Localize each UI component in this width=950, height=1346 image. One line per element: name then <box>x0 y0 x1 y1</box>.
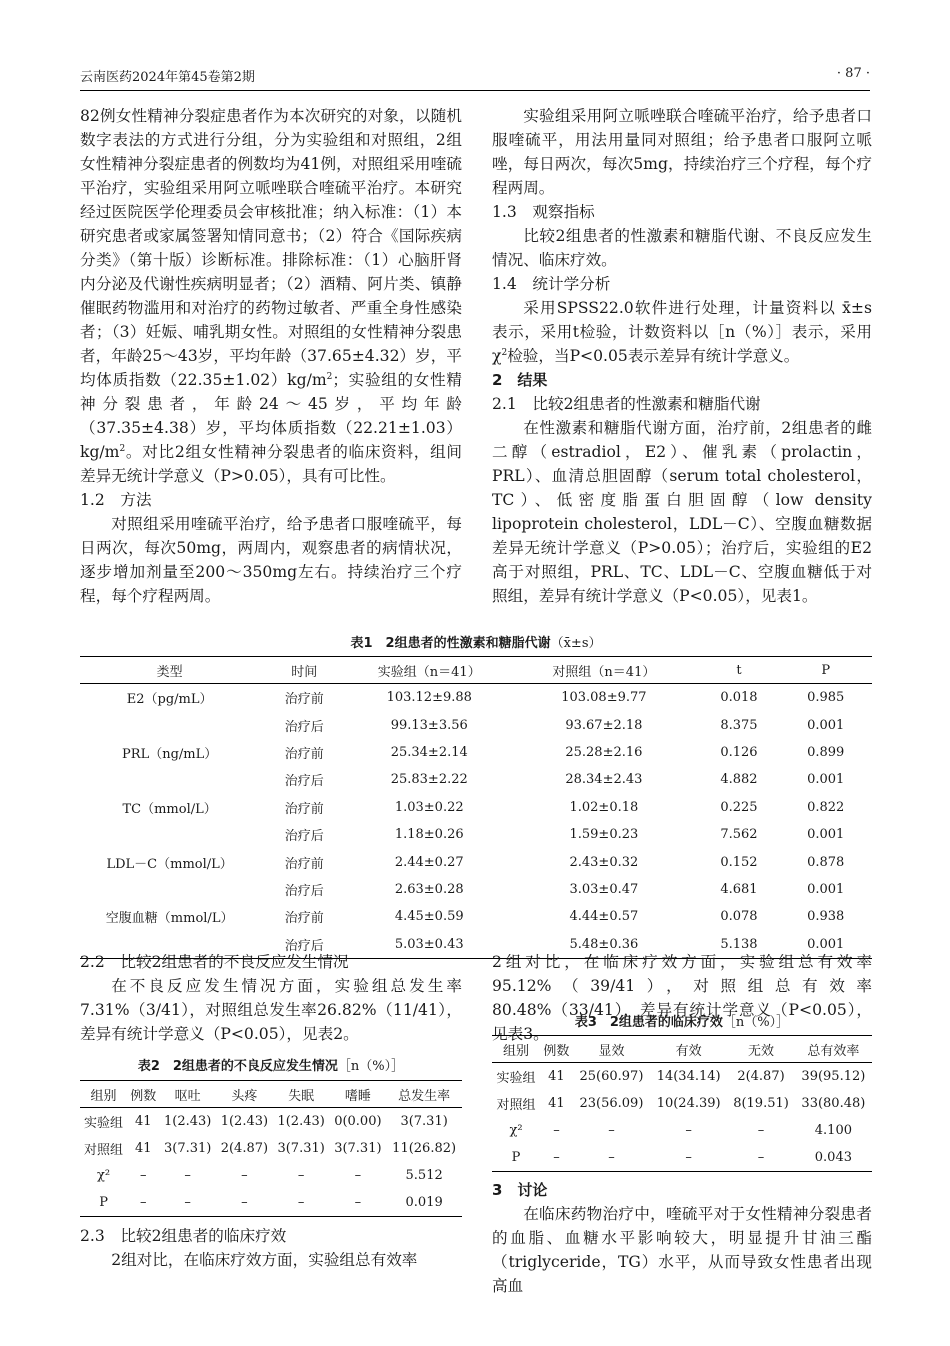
table2-cell: 1(2.43) <box>220 1114 269 1129</box>
section-1-4-heading: 1.4 统计学分析 <box>492 275 611 293</box>
table2-cell: 11(26.82) <box>392 1141 457 1156</box>
table2-row <box>80 1108 462 1136</box>
table1-cell: 2.63±0.28 <box>394 881 464 897</box>
table1-cell: 0.225 <box>720 799 758 815</box>
left-column-lower <box>80 950 462 1046</box>
table1-cell: 0.878 <box>807 854 845 870</box>
table2-header: 总发生率 <box>386 1081 462 1108</box>
table2-cell: – <box>127 1189 159 1217</box>
table3-cell: 14(34.14) <box>656 1069 721 1084</box>
table1-cell <box>80 711 259 738</box>
table3-row <box>492 1090 872 1117</box>
table1-cell <box>80 766 259 793</box>
table1-cell: 25.28±2.16 <box>565 744 643 760</box>
running-header <box>80 66 870 86</box>
table1-row <box>80 903 872 930</box>
table3-cell: – <box>757 1123 765 1138</box>
table3-cell: P <box>492 1144 540 1172</box>
table2-header: 失眠 <box>273 1081 330 1108</box>
table1-cell: 4.44±0.57 <box>569 909 639 925</box>
table1-row <box>80 711 872 738</box>
table3-cell: 10(24.39) <box>656 1096 721 1111</box>
table1-cell: 103.08±9.77 <box>561 690 647 706</box>
journal-title: 云南医药2024年第45卷第2期 <box>80 70 255 85</box>
table2-cell: – <box>139 1168 147 1183</box>
table1-cell: 0.152 <box>720 854 758 870</box>
table1-header: 类型 <box>80 657 259 684</box>
table2-cell: – <box>297 1168 305 1183</box>
table1-row <box>80 848 872 875</box>
right-column-lower <box>492 950 872 1046</box>
table1-cell: 0.822 <box>807 799 845 815</box>
table1-cell: 0.001 <box>807 717 845 733</box>
table1-cell: 25.83±2.22 <box>390 772 468 788</box>
table2-cell: P <box>80 1189 127 1217</box>
table1-header: P <box>779 657 872 684</box>
table3-cell: 实验组 <box>496 1071 536 1086</box>
table3-cell: 41 <box>548 1069 565 1084</box>
table3-cell: 2(4.87) <box>737 1069 785 1084</box>
section-2-heading: 2 结果 <box>492 371 548 389</box>
paragraph-efficacy-start: 2组对比，在临床疗效方面，实验组总有效率 <box>111 1251 418 1269</box>
table2-cell: – <box>273 1189 330 1217</box>
table1-cell: 0.938 <box>807 909 845 925</box>
table3-cell: – <box>727 1144 795 1172</box>
table2-cell: 3(7.31) <box>163 1141 212 1156</box>
table3-cell: 25(60.97) <box>579 1069 644 1084</box>
table1-cell: 0.018 <box>720 690 758 706</box>
table1-cell: 93.67±2.18 <box>565 717 643 733</box>
table1-row <box>80 876 872 903</box>
table3-cell: – <box>608 1123 615 1138</box>
section-1-3-heading: 1.3 观察指标 <box>492 203 595 221</box>
paragraph-subjects: 82例女性精神分裂症患者作为本次研究的对象，以随机数字表法的方式进行分组，分为实验组和对照组，2组女性精神分裂症患者的例数均为41例，对照组采用喹硫平治疗，实验组采用阿立哌唑联合喹硫平治疗。本研究经过医院医学伦理委员会审核批准；纳入标准：（1）本研究患者或家属签署知情同意书；（2）符合《国际疾病分类》（第十版）诊断标准。排除标准：（1）心脑肝肾内分泌及代谢性疾病明显者；（2）酒精、阿片类、镇静催眠药物滥用和对治疗的药物过敏者、严重全身性感染者；（3）妊娠、哺乳期女性。对照组的女性精神分裂患者，年龄25～43岁，平均年龄（37.65±4.32）岁，平均体质指数$(22.35\pm 1.02)kg/m^2$；实验组的女性精神分裂患者，年龄24～45岁，平均年龄（37.35±4.38）岁，平均体质指数$(22.21\pm 1.03)kg/m^2$。对比2组女性精神分裂患者的临床资料，组间差异无统计学意义（P>0.05），具有可比性。 <box>80 107 462 485</box>
discussion-section <box>492 1178 872 1298</box>
table2-cell: χ² <box>97 1168 111 1183</box>
table3-header: 显效 <box>573 1036 650 1063</box>
table1-cell: 0.985 <box>807 690 845 706</box>
table2-header-row <box>80 1081 462 1108</box>
page-number: · 87 · <box>836 66 870 81</box>
table1-cell: 99.13±3.56 <box>390 717 468 733</box>
table2-cell: 3(7.31) <box>334 1141 382 1156</box>
table2-cell: 1(2.43) <box>163 1114 212 1129</box>
table1-cell: 治疗后 <box>284 719 324 735</box>
table2-cell: 0.019 <box>386 1189 462 1217</box>
table3 <box>492 1035 872 1172</box>
section-3-heading: 3 讨论 <box>492 1181 548 1199</box>
table3-cell: 39(95.12) <box>801 1069 866 1084</box>
table1-cell: 1.02±0.18 <box>569 799 639 815</box>
table2-header: 呕吐 <box>159 1081 216 1108</box>
table1-cell: 0.001 <box>807 772 845 788</box>
table2-header: 嗜睡 <box>330 1081 387 1108</box>
table1-row <box>80 794 872 821</box>
table1-cell: LDL－C（mmol/L） <box>106 856 233 872</box>
table2-cell: – <box>241 1168 248 1183</box>
paragraph-experiment-method: 实验组采用阿立哌唑联合喹硫平治疗，给予患者口服喹硫平，用法用量同对照组；给予患者口服阿立哌唑，每日两次，每次5mg，持续治疗三个疗程，每个疗程两周。 <box>492 107 872 197</box>
table2-cell: 41 <box>134 1114 152 1129</box>
table2-caption: 表2 2组患者的不良反应发生情况［n（%）］ <box>137 1059 405 1074</box>
table1-cell: 5.03±0.43 <box>349 931 509 959</box>
table1-header: t <box>699 657 780 684</box>
table1-cell: 28.34±2.43 <box>565 772 643 788</box>
table2-cell: 41 <box>134 1141 152 1156</box>
table1 <box>80 656 872 959</box>
table3-header: 组别 <box>492 1036 540 1063</box>
table1-cell: 5.138 <box>699 931 780 959</box>
table2-cell: 2(4.87) <box>220 1141 269 1156</box>
left-column-bottom <box>80 1224 462 1248</box>
table1-cell: 4.681 <box>720 881 758 897</box>
section-2-1-heading: 2.1 比较2组患者的性激素和糖脂代谢 <box>492 395 761 413</box>
table2-row <box>80 1135 462 1162</box>
table1-cell: 治疗前 <box>284 911 324 927</box>
table1-cell: 治疗后 <box>284 774 324 790</box>
table3-cell: – <box>685 1123 692 1138</box>
table2-cell: – <box>216 1189 273 1217</box>
table1-cell: 治疗前 <box>284 801 324 817</box>
table1-cell: 1.18±0.26 <box>394 827 464 843</box>
table1-row <box>80 739 872 766</box>
table1-header-row <box>80 657 872 684</box>
table2-cell: – <box>159 1189 216 1217</box>
table2-cell: – <box>354 1168 362 1183</box>
table2-cell: 3(7.31) <box>277 1141 325 1156</box>
table1-cell: 8.375 <box>720 717 758 733</box>
table2-header: 组别 <box>80 1081 127 1108</box>
table1-cell: 治疗后 <box>259 931 349 959</box>
table1-cell: 0.001 <box>807 881 845 897</box>
table1-cell: 2.44±0.27 <box>394 854 464 870</box>
table1-cell: 103.12±9.88 <box>386 690 472 706</box>
table1-header: 时间 <box>259 657 349 684</box>
table2-row <box>80 1189 462 1217</box>
table3-cell: 4.100 <box>814 1123 852 1138</box>
table1-caption: 表1 2组患者的性激素和糖脂代谢（x̄±s） <box>350 636 602 651</box>
table1-header: 实验组（n＝41） <box>349 657 509 684</box>
table2-row <box>80 1162 462 1189</box>
table2-cell: 3(7.31) <box>400 1114 448 1129</box>
table1-cell: 治疗后 <box>284 829 324 845</box>
table2-cell: 1(2.43) <box>277 1114 325 1129</box>
table1-row <box>80 821 872 848</box>
table1-cell: 0.001 <box>807 827 845 843</box>
table3-header: 总有效率 <box>795 1036 872 1063</box>
table1-cell: 1.03±0.22 <box>394 799 464 815</box>
table3-row <box>492 1117 872 1144</box>
table1-cell: 空腹血糖（mmol/L） <box>105 911 234 927</box>
left-column-upper <box>80 104 462 608</box>
table2-header: 头疼 <box>216 1081 273 1108</box>
table1-cell: TC（mmol/L） <box>122 801 217 817</box>
table2-cell: 5.512 <box>405 1168 443 1183</box>
table2 <box>80 1080 462 1217</box>
table3-row <box>492 1063 872 1091</box>
table1-row <box>80 766 872 793</box>
section-2-3-heading: 2.3 比较2组患者的临床疗效 <box>80 1227 287 1245</box>
table2-header: 例数 <box>127 1081 159 1108</box>
table1-cell: 治疗前 <box>284 692 324 708</box>
table3-cell: 41 <box>548 1096 565 1111</box>
table3-cell: – <box>573 1144 650 1172</box>
table1-cell: 4.882 <box>720 772 758 788</box>
table1-cell: 7.562 <box>720 827 758 843</box>
table2-cell: 0(0.00) <box>334 1114 382 1129</box>
table3-row <box>492 1144 872 1172</box>
table3-cell: – <box>650 1144 727 1172</box>
table3-header: 无效 <box>727 1036 795 1063</box>
table1-cell: 3.03±0.47 <box>569 881 639 897</box>
paragraph-efficacy-part <box>80 1248 462 1272</box>
table2-cell: – <box>184 1168 191 1183</box>
table3-cell: 33(80.48) <box>801 1096 866 1111</box>
table1-cell: 0.899 <box>807 744 845 760</box>
table2-cell: 对照组 <box>84 1143 124 1158</box>
table1-cell: 2.43±0.32 <box>569 854 639 870</box>
table1-cell <box>80 821 259 848</box>
table1-cell: 治疗后 <box>284 883 324 899</box>
table3-cell: 0.043 <box>795 1144 872 1172</box>
table3-cell: – <box>540 1144 573 1172</box>
table2-cell: 实验组 <box>84 1116 124 1131</box>
table3-cell: χ² <box>509 1123 523 1138</box>
table1-cell: PRL（ng/mL） <box>122 746 218 762</box>
table1-cell: 1.59±0.23 <box>569 827 639 843</box>
table3-cell: 对照组 <box>496 1098 536 1113</box>
table1-cell: 4.45±0.59 <box>394 909 464 925</box>
paragraph-indicators: 比较2组患者的性激素和糖脂代谢、不良反应发生情况、临床疗效。 <box>492 227 872 269</box>
paragraph-statistics: 采用SPSS22.0软件进行处理，计量资料以 x̄±s 表示，采用t检验，计数资料以［n（%）］表示，采用$\chi^2$检验，当P<0.05表示差异有统计学意义。 <box>492 299 872 365</box>
right-column-upper <box>492 104 872 608</box>
table1-cell <box>80 876 259 903</box>
table1-cell: 0.126 <box>720 744 758 760</box>
paragraph-results-hormones: 在性激素和糖脂代谢方面，治疗前，2组患者的雌二醇（estradiol，E2）、催乳素（prolactin，PRL）、血清总胆固醇（serum total cholesterol，TC）、低密度脂蛋白胆固醇（low density lipoprotein cholesterol，LDL－C）、空腹血糖数据差异无统计学意义（P>0.05）；治疗后，实验组的E2高于对照组，PRL、TC、LDL－C、空腹血糖低于对照组，差异有统计学意义（P<0.05），见表1。 <box>492 419 872 605</box>
paragraph-efficacy: 2组对比，在临床疗效方面，实验组总有效率95.12%（39/41），对照组总有效率80.48%（33/41），差异有统计学意义（P<0.05），见表3。 <box>492 953 872 1043</box>
paragraph-control-method: 对照组采用喹硫平治疗，给予患者口服喹硫平，每日两次，每次50mg，两周内，观察患者的病情状况，逐步增加剂量至200～350mg左右。持续治疗三个疗程，每个疗程两周。 <box>80 515 462 605</box>
table1-cell: 治疗前 <box>284 856 324 872</box>
table1-row <box>80 684 872 712</box>
table1-cell: 0.078 <box>720 909 758 925</box>
paragraph-discussion: 在临床药物治疗中，喹硫平对于女性精神分裂患者的血脂、血糖水平影响较大，明显提升甘油三酯（triglyceride，TG）水平，从而导致女性患者出现高血 <box>492 1205 872 1295</box>
table3-header: 有效 <box>650 1036 727 1063</box>
table3-header-row <box>492 1036 872 1063</box>
table3-caption: 表3 2组患者的临床疗效［n（%）］ <box>574 1015 790 1030</box>
table3-header: 例数 <box>540 1036 573 1063</box>
table1-cell: 5.48±0.36 <box>509 931 698 959</box>
table1-cell: E2（pg/mL） <box>126 692 213 708</box>
table1-cell: 25.34±2.14 <box>390 744 468 760</box>
table3-cell: 23(56.09) <box>579 1096 644 1111</box>
table1-cell: 0.001 <box>779 931 872 959</box>
table2-cell: – <box>330 1189 387 1217</box>
table3-cell: – <box>553 1123 560 1138</box>
section-2-2-heading: 2.2 比较2组患者的不良反应发生情况 <box>80 953 349 971</box>
table1-cell: 治疗前 <box>284 746 324 762</box>
table1-header: 对照组（n＝41） <box>509 657 698 684</box>
header-rule <box>80 90 870 91</box>
table3-cell: 8(19.51) <box>733 1096 789 1111</box>
paragraph-adverse: 在不良反应发生情况方面，实验组总发生率7.31%（3/41），对照组总发生率26.82%（11/41），差异有统计学意义（P<0.05），见表2。 <box>80 977 462 1043</box>
section-1-2-heading: 1.2 方法 <box>80 491 152 509</box>
